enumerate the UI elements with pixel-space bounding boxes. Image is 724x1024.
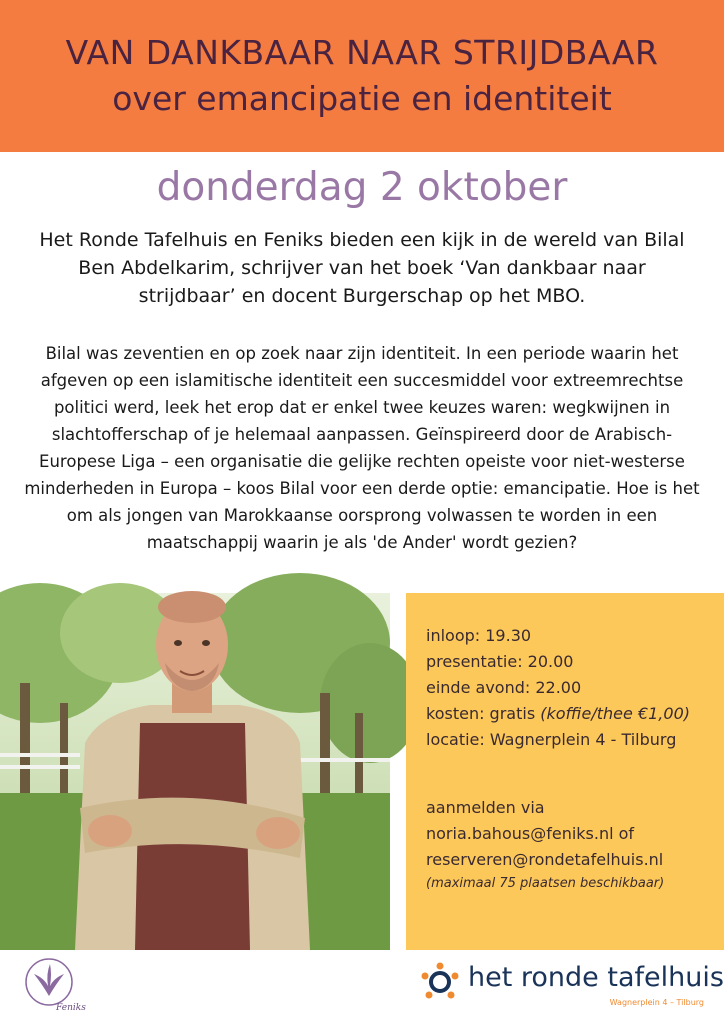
feniks-wordmark: Feniks	[56, 1003, 86, 1013]
speaker-photo-illustration	[0, 593, 390, 950]
feniks-phoenix-icon	[22, 956, 86, 1014]
round-table-icon	[420, 962, 460, 1002]
info-inloop: inloop: 19.30	[426, 626, 532, 645]
info-kosten-main: kosten: gratis	[426, 704, 541, 723]
feniks-logo	[22, 956, 86, 1014]
info-kosten	[426, 701, 724, 727]
info-kosten-note: (koffie/thee €1,00)	[540, 704, 690, 723]
speaker-photo	[0, 593, 390, 950]
rondetafelhuis-address: Wagnerplein 4 – Tilburg	[609, 998, 704, 1007]
header-banner	[0, 0, 724, 152]
intro-text: Het Ronde Tafelhuis en Feniks bieden een kijk in de wereld van Bilal Ben Abdelkarim, schrijver van het boek ‘Van dankbaar naar strijdbaar’ en docent Burgerschap op het MBO.	[39, 229, 685, 307]
event-date: donderdag 2 oktober	[156, 165, 568, 210]
title-line-2: over emancipatie en identiteit	[112, 79, 612, 118]
info-einde: einde avond: 22.00	[426, 678, 582, 697]
rondetafelhuis-logo	[420, 960, 724, 1010]
title-line-1: VAN DANKBAAR NAAR STRIJDBAAR	[65, 33, 659, 72]
info-aanmelden: aanmelden via	[426, 798, 545, 817]
description-text: Bilal was zeventien en op zoek naar zijn identiteit. In een periode waarin het afgeven op een islamitische identiteit een succesmiddel voor extreemrechtse politici werd, leek het erop dat er enkel twee keuzes waren: wegkwijnen in slachtofferschap of je helemaal aanpassen. Geïnspireerd door de Arabisch-Europese Liga – een organisatie die gelijke rechten opeiste voor niet-westerse minderheden in Europa – koos Bilal voor een derde optie: emancipatie. Hoe is het om als jongen van Marokkaanse oorsprong volwassen te worden in een maatschappij waarin je als 'de Ander' wordt gezien?	[24, 344, 700, 552]
info-presentatie: presentatie: 20.00	[426, 652, 574, 671]
email-feniks-link[interactable]: noria.bahous@feniks.nl of	[426, 824, 635, 843]
email-rondetafelhuis-link[interactable]: reserveren@rondetafelhuis.nl	[426, 850, 664, 869]
info-locatie: locatie: Wagnerplein 4 - Tilburg	[426, 730, 677, 749]
rondetafelhuis-name: het ronde tafelhuis	[468, 962, 724, 993]
event-info-panel	[406, 593, 724, 950]
info-capacity: (maximaal 75 plaatsen beschikbaar)	[426, 876, 665, 891]
